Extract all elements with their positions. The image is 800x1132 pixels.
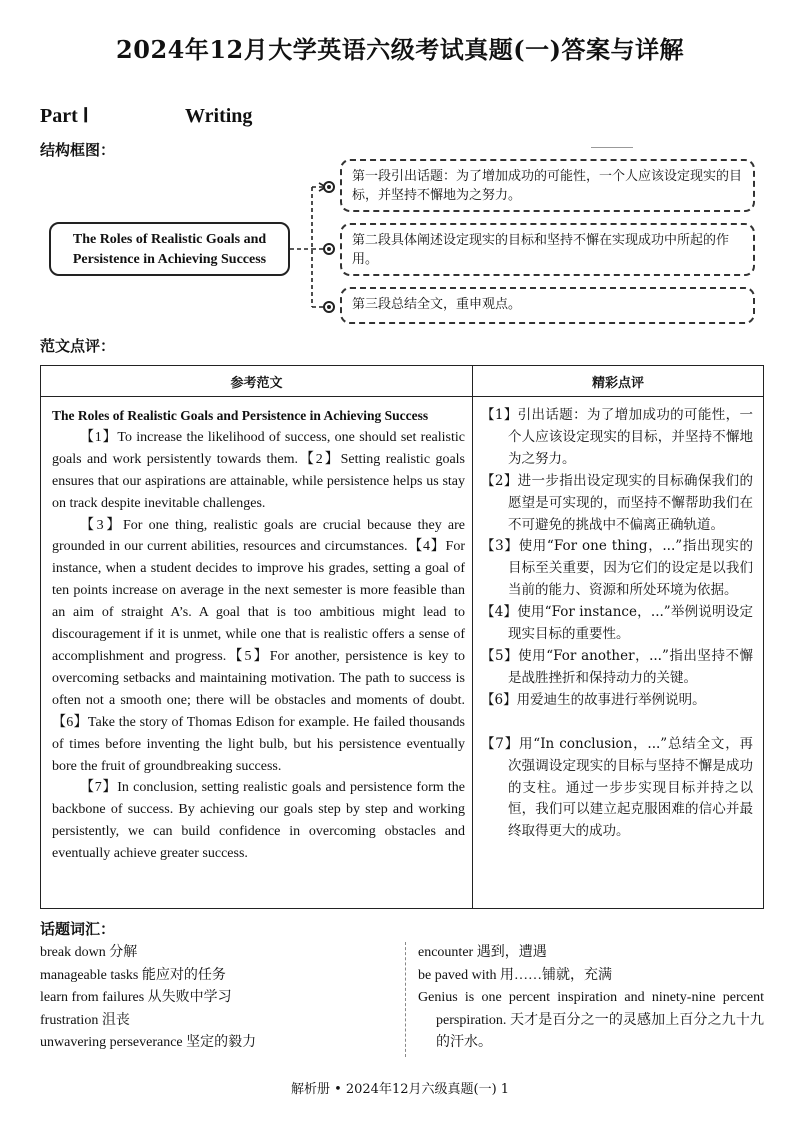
review-label: 范文点评： (40, 337, 116, 355)
comment-4: 【4】使用“For instance，...”举例说明设定现实目标的重要性。 (481, 604, 753, 643)
review-table (40, 365, 764, 909)
branch-node-3 (323, 301, 335, 313)
vocab-item: Genius is one percent inspiration and ninety-nine percent perspiration. 天才是百分之一的灵感加上百分之九十九的汗水。 (418, 990, 764, 1051)
comment-6: 【6】用爱迪生的故事进行举例说明。 (481, 691, 706, 708)
comment-5: 【5】使用“For another，...”指出坚持不懈是战胜挫折和保持动力的关键。 (481, 647, 753, 686)
essay-paragraph-1: 【1】To increase the likelihood of success, one should set realistic goals and work persistently towards them.【2】Setting realistic goals ensures that our aspirations are attainable, while persistence helps us stay on track despite inevitable challenges. (52, 429, 465, 511)
vocabulary-right (418, 942, 764, 1055)
vocab-item: frustration 沮丧 (40, 1012, 130, 1028)
part-number: Part Ⅰ (40, 105, 89, 127)
page-title: 2024年12月大学英语六级考试真题(一)答案与详解 (116, 35, 684, 64)
comment-cell (473, 397, 764, 909)
vocab-item: break down 分解 (40, 945, 138, 960)
comment-7: 【7】用“In conclusion，...”总结全文，再次强调设定现实的目标与坚持不懈是成功的支柱。通过一步步实现目标并持之以恒，我们可以建立起克服困难的信心并最终取得更大的成功。 (481, 735, 753, 840)
structure-branch-2: 第二段具体阐述设定现实的目标和坚持不懈在实现成功中所起的作用。 (340, 223, 755, 276)
column-header-essay: 参考范文 (41, 366, 473, 397)
structure-branch-1: 第一段引出话题：为了增加成功的可能性，一个人应该设定现实的目标，并坚持不懈地为之努力。 (340, 159, 755, 212)
essay-cell (41, 397, 473, 909)
vocab-item: manageable tasks 能应对的任务 (40, 967, 226, 983)
comment-1: 【1】引出话题：为了增加成功的可能性，一个人应该设定现实的目标，并坚持不懈地为之努力。 (481, 407, 753, 467)
column-header-comment: 精彩点评 (473, 366, 764, 397)
comment-3: 【3】使用“For one thing，...”指出现实的目标至关重要，因为它们的设定是以我们当前的能力、资源和所处环境为依据。 (481, 538, 753, 599)
page-footer: 解析册 • 2024年12月六级真题(一) 1 (290, 1082, 510, 1097)
branch-node-1 (323, 181, 335, 193)
essay-title: The Roles of Realistic Goals and Persistence in Achieving Success (52, 408, 429, 423)
branch-node-2 (323, 243, 335, 255)
structure-root: The Roles of Realistic Goals and Persistence in Achieving Success (49, 222, 290, 276)
part-heading (40, 103, 252, 128)
vocabulary-label: 话题词汇： (40, 920, 116, 938)
vocab-item: learn from failures 从失败中学习 (40, 990, 232, 1006)
vocabulary-divider (405, 942, 406, 1057)
vocab-item: be paved with 用……铺就，充满 (418, 967, 613, 983)
vocab-item: unwavering perseverance 坚定的毅力 (40, 1035, 257, 1051)
comment-spacer (481, 712, 753, 734)
essay-paragraph-2: 【3】For one thing, realistic goals are crucial because they are grounded in our current abilities, resources and circumstances.【4】For instance, when a student decides to improve his grades, setting a goal of ten points increase on average in the next semester is more feasible than an aim of straight A’s. A goal that is too ambitious might lead to discouragement if it is unmet, while one that is realistic offers a sense of accomplishment and progress.【5】For another, persistence is key to overcoming setbacks and maintaining motivation. The path to success is often not a smooth one; there will be obstacles and moments of doubt.【6】Take the story of Thomas Edison for example. He failed thousands of times before inventing the light bulb, but his persistence eventually bore the fruit of groundbreaking success. (52, 517, 465, 774)
structure-branch-3: 第三段总结全文，重申观点。 (340, 287, 755, 324)
vocabulary-left (40, 942, 395, 1055)
vocab-item: encounter 遇到，遭遇 (418, 945, 547, 960)
pencil-mark (591, 147, 633, 148)
essay-paragraph-3: 【7】In conclusion, setting realistic goals and persistence form the backbone of success. By achieving our goals step by step and working persistently, we can build confidence in overcoming obstacles and eventually achieve greater success. (52, 780, 465, 862)
part-name: Writing (185, 105, 253, 127)
structure-label: 结构框图： (40, 141, 116, 159)
comment-2: 【2】进一步指出设定现实的目标确保我们的愿望是可实现的，而坚持不懈帮助我们在不可避免的挑战中不偏离正确轨道。 (481, 472, 753, 533)
